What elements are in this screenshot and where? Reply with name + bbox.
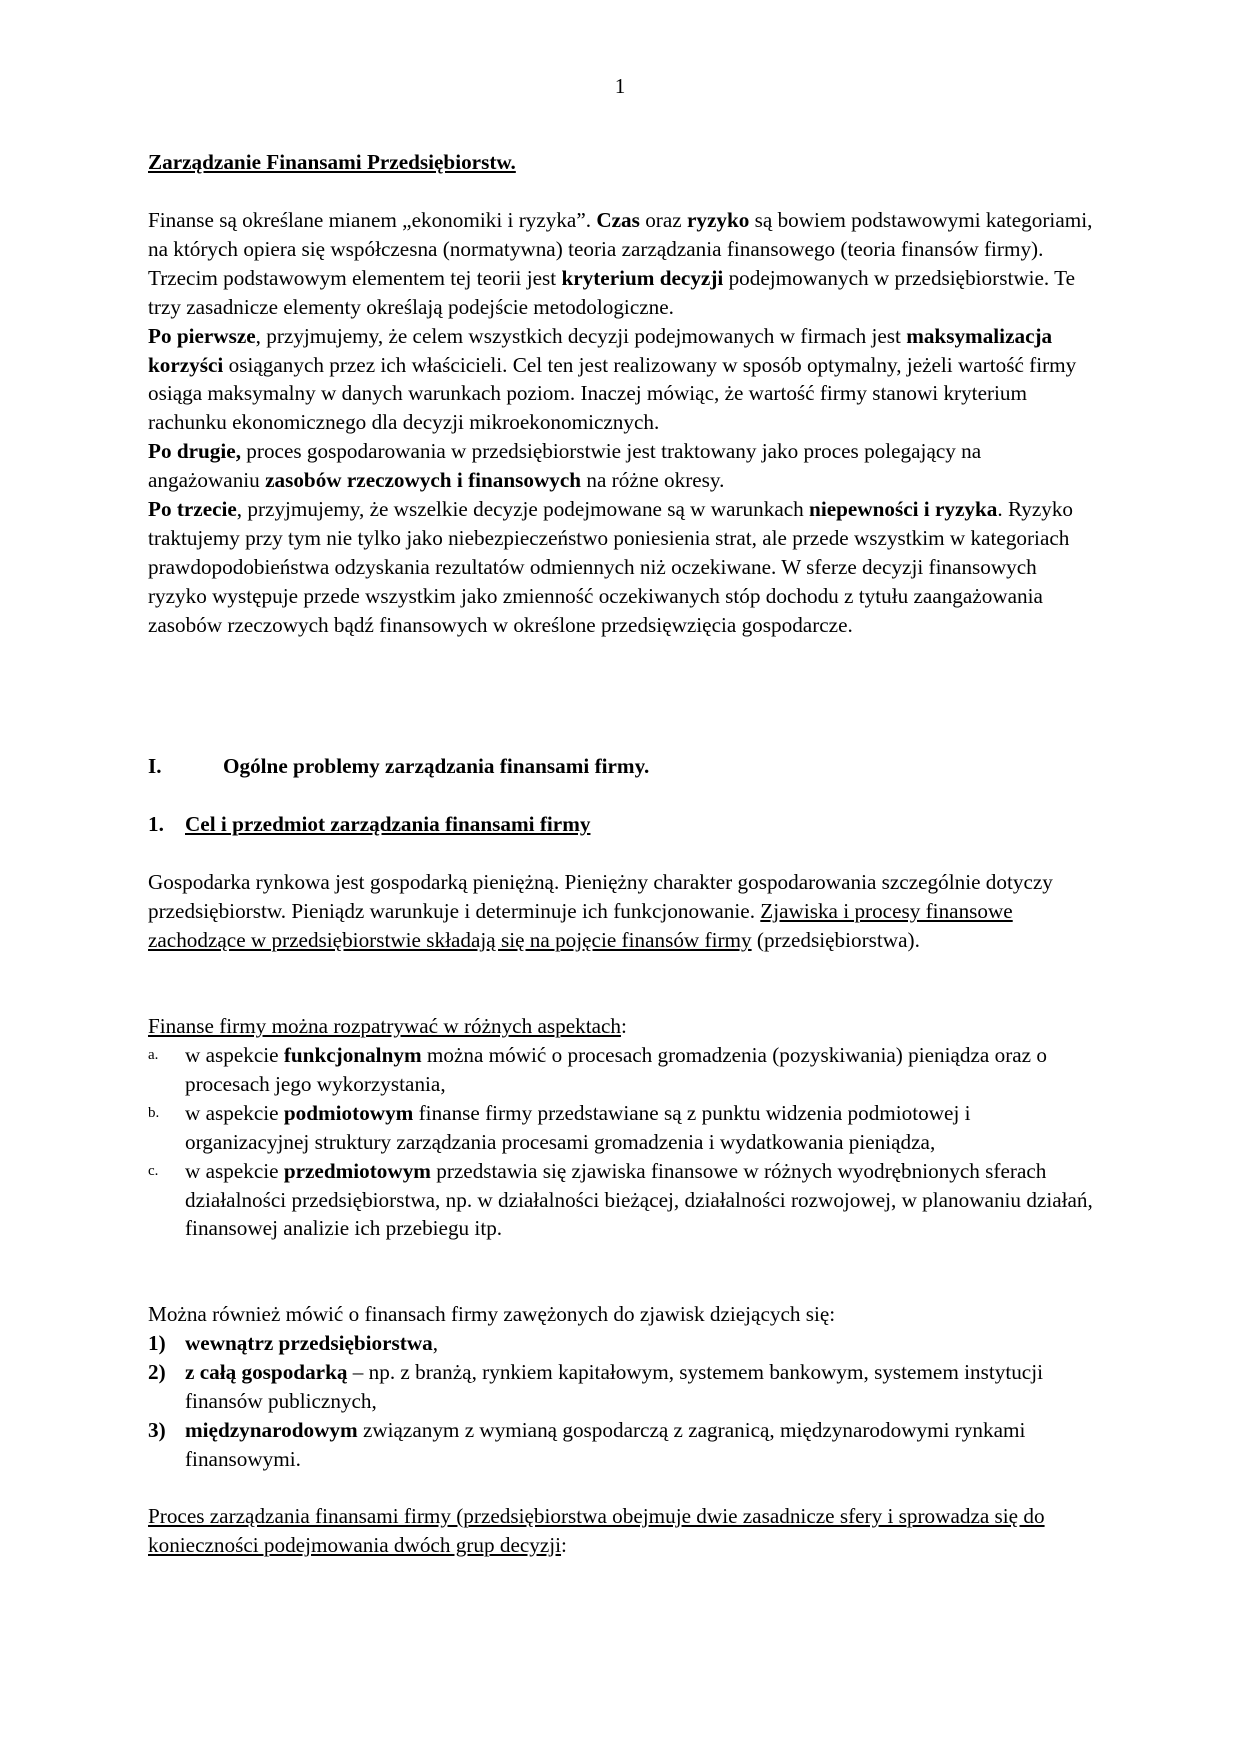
bold-term-niepewnosc: niepewności i ryzyka [809,497,998,522]
text-run: oraz [639,208,687,232]
bold-term: podmiotowym [283,1100,414,1125]
bold-term: wewnątrz przedsiębiorstwa [185,1331,433,1355]
underlined-run: Zjawiska i procesy finansowe zachodzące w przedsiębiorstwie składają się na pojęcie finansów firmy [148,898,1013,952]
text-run: podejmowanych w przedsiębiorstwie. Te trzy zasadnicze elementy określają podejście metodologiczne. [148,265,1076,319]
bold-term-po-pierwsze: Po pierwsze [148,323,256,348]
text-run: w aspekcie [185,1158,284,1183]
list-item [148,1416,1093,1474]
text-run: : [621,1014,627,1038]
bold-term: funkcjonalnym [283,1043,422,1067]
underlined-run: Proces zarządzania finansami firmy (przedsiębiorstwa obejmuje dwie zasadnicze sfery i sprowadza się do konieczności podejmowania dwóch grup decyzji [148,1504,1045,1557]
narrowed-lead-text: Można również mówić o finansach firmy zawężonych do zjawisk dziejących się: [148,1302,836,1326]
intro-section [148,206,1093,640]
text-run: – np. z branżą, rynkiem kapitałowym, systemem bankowym, systemem instytucji finansów publicznych, [185,1359,1043,1413]
section-heading [148,752,649,781]
page-number: 1 [614,74,626,98]
subsection-title: Cel i przedmiot zarządzania finansami firmy [185,812,591,836]
text-run: Finanse są określane mianem „ekonomiki i ryzyka”. [148,208,597,232]
list-marker: c. [148,1162,159,1179]
paragraph-text [148,868,1093,955]
bold-term-po-trzecie: Po trzecie [148,497,237,522]
text-run: (przedsiębiorstwa). [751,927,920,952]
aspects-lead [148,1012,1093,1041]
document-title: Zarządzanie Finansami Przedsiębiorstw. [148,150,516,174]
intro-paragraph-2 [148,322,1093,438]
list-item [148,1041,1093,1099]
bold-term-maksymalizacja: maksymalizacja korzyści [148,323,1053,377]
text-run: osiąganych przez ich właścicieli. Cel ten jest realizowany w sposób optymalny, jeżeli wartość firmy osiąga maksymalny w danych warunkach poziom. Inaczej mówiąc, że wartość firmy stanowi kryterium rachunku ekonomicznego dla decyzji mikroekonomicznych. [148,352,1077,435]
bold-term-ryzyko: ryzyko [686,208,750,232]
text-run: na różne okresy. [581,468,725,493]
text-run: proces gospodarowania w przedsiębiorstwie jest traktowany jako proces polegający na angażowaniu [148,439,982,493]
bold-term: przedmiotowym [283,1158,431,1183]
text-run: finanse firmy przedstawiane są z punktu widzenia podmiotowej i organizacyjnej struktury zarządzania procesami gromadzenia i wydatkowania pieniądza, [185,1100,971,1154]
text-run: w aspekcie [185,1100,284,1125]
list-item [148,1157,1093,1244]
bold-term-kryterium: kryterium decyzji [561,265,724,290]
text-run: , [432,1331,439,1355]
text-run: są bowiem podstawowymi kategoriami, na których opiera się współczesna (normatywna) teoria zarządzania finansowego (teoria finansów firmy). Trzecim podstawowym elementem tej teorii jest [148,208,1093,290]
list-item [148,1099,1093,1157]
list-marker: b. [148,1104,160,1121]
text-run: związanym z wymianą gospodarczą z zagranicą, międzynarodowymi rynkami finansowymi. [185,1417,1026,1471]
text-run: , przyjmujemy, że wszelkie decyzje podejmowane są w warunkach [236,497,810,522]
list-marker: 1) [148,1331,166,1355]
process-paragraph [148,1502,1093,1560]
bold-term: międzynarodowym [185,1417,358,1442]
bold-term-po-drugie: Po drugie, [148,439,241,464]
aspects-list [148,1041,1093,1243]
aspects-lead-text [148,1012,1093,1041]
section-title: Ogólne problemy zarządzania finansami firmy. [223,754,650,778]
text-run: , przyjmujemy, że celem wszystkich decyzji podejmowanych w firmach jest [255,323,907,348]
subsection-heading [148,810,590,839]
subsection-number: 1. [148,812,164,836]
bold-term-czas: Czas [596,208,640,232]
intro-paragraph-1 [148,206,1093,322]
bold-term-zasoby: zasobów rzeczowych i finansowych [265,468,582,493]
paragraph-gospodarka [148,868,1093,955]
underlined-run: Finanse firmy można rozpatrywać w różnych aspektach [148,1014,622,1038]
intro-paragraph-4 [148,495,1093,640]
text-run: Gospodarka rynkowa jest gospodarką pieniężną. Pieniężny charakter gospodarowania szczególnie dotyczy przedsiębiorstw. Pieniądz warunkuje i determinuje ich funkcjonowanie. [148,870,1053,923]
list-marker: 3) [148,1417,166,1442]
text-run: . Ryzyko traktujemy przy tym nie tylko jako niebezpieczeństwo poniesienia strat, ale przede wszystkim w kategoriach prawdopodobieństwa odzyskania rezultatów odmiennych niż oczekiwane. W sferze decyzji finansowych ryzyko występuje przede wszystkim jako zmienność oczekiwanych stóp dochodu z tytułu zaangażowania zasobów rzeczowych bądź finansowych w określone przedsięwzięcia gospodarcze. [148,497,1074,637]
text-run: przedstawia się zjawiska finansowe w różnych wyodrębnionych sferach działalności przedsiębiorstwa, np. w działalności bieżącej, działalności rozwojowej, w planowaniu działań, finansowej analizie ich przebiegu itp. [185,1158,1093,1241]
list-item [148,1329,1093,1358]
bold-term: z całą gospodarką [185,1359,348,1384]
list-item [148,1358,1093,1416]
process-text [148,1502,1093,1560]
narrowed-lead [148,1300,1093,1329]
text-run: w aspekcie [185,1043,284,1067]
list-marker: a. [148,1047,159,1063]
list-marker: 2) [148,1359,166,1384]
section-number: I. [148,754,162,778]
text-run: można mówić o procesach gromadzenia (pozyskiwania) pieniądza oraz o procesach jego wykorzystania, [185,1043,1047,1096]
intro-paragraph-3 [148,437,1093,495]
text-run: : [561,1532,567,1557]
narrowed-list [148,1329,1093,1474]
